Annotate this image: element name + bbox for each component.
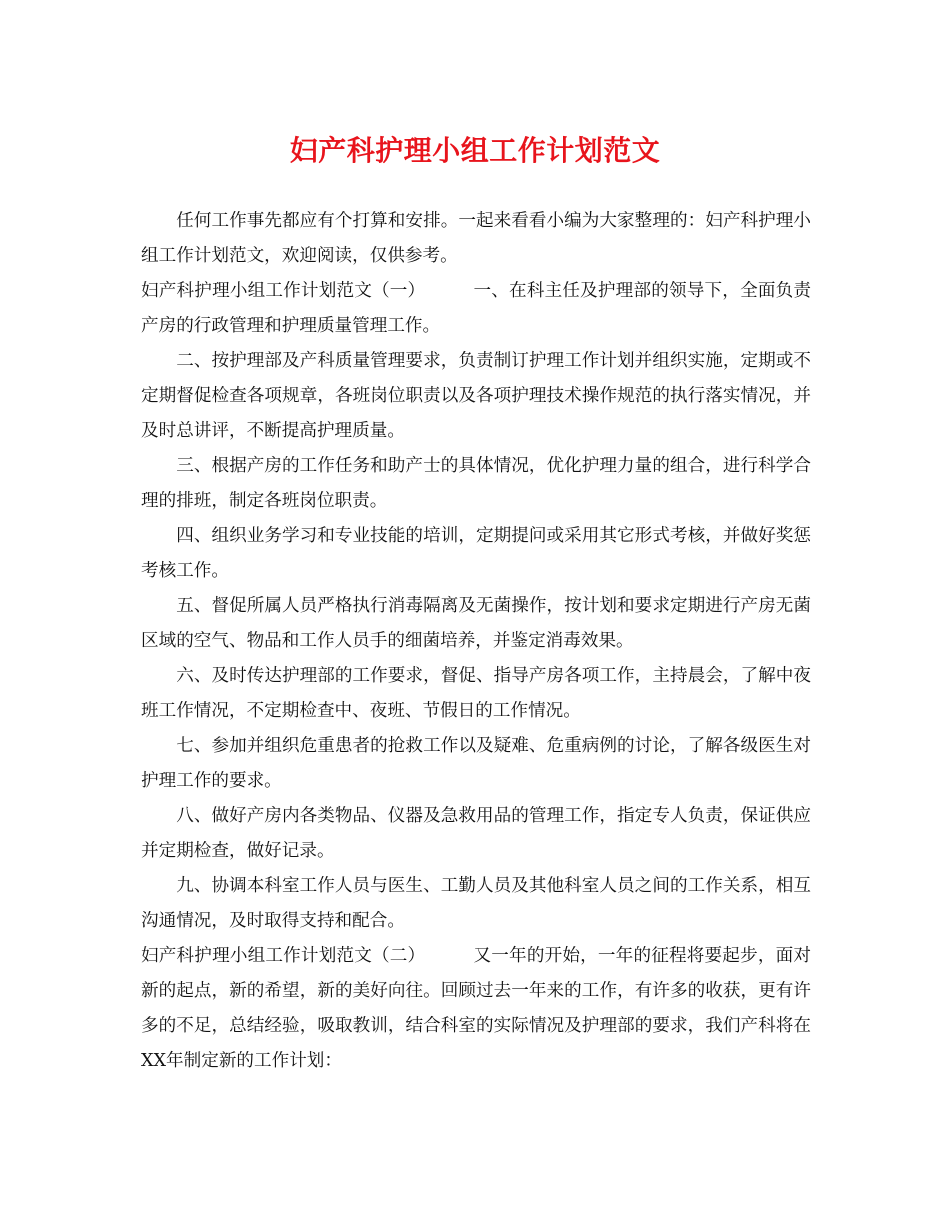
intro-paragraph: 任何工作事先都应有个打算和安排。一起来看看小编为大家整理的：妇产科护理小组工作计划范文，欢迎阅读，仅供参考。 xyxy=(141,211,811,266)
section1-paragraph xyxy=(141,274,811,344)
list-item: 九、协调本科室工作人员与医生、工勤人员及其他科室人员之间的工作关系，相互沟通情况，及时取得支持和配合。 xyxy=(141,876,811,931)
list-item: 八、做好产房内各类物品、仪器及急救用品的管理工作，指定专人负责，保证供应并定期检查，做好记录。 xyxy=(141,806,811,861)
section2-heading: 妇产科护理小组工作计划范文（二） xyxy=(141,946,426,966)
section2-text: 又一年的开始，一年的征程将要起步，面对新的起点，新的希望，新的美好向往。回顾过去一年来的工作，有许多的收获，更有许多的不足，总结经验，吸取教训，结合科室的实际情况及护理部的要求，我们产科将在XX年制定新的工作计划： xyxy=(141,946,811,1071)
list-item: 六、及时传达护理部的工作要求，督促、指导产房各项工作，主持晨会，了解中夜班工作情况，不定期检查中、夜班、节假日的工作情况。 xyxy=(141,666,811,721)
list-item: 五、督促所属人员严格执行消毒隔离及无菌操作，按计划和要求定期进行产房无菌区域的空气、物品和工作人员手的细菌培养，并鉴定消毒效果。 xyxy=(141,596,811,651)
list-item: 七、参加并组织危重患者的抢救工作以及疑难、危重病例的讨论，了解各级医生对护理工作的要求。 xyxy=(141,736,811,791)
list-item: 三、根据产房的工作任务和助产士的具体情况，优化护理力量的组合，进行科学合理的排班，制定各班岗位职责。 xyxy=(141,456,811,511)
section2-paragraph xyxy=(141,939,811,1079)
document-body xyxy=(141,204,811,1079)
section1-item1: 一、在科主任及护理部的领导下，全面负责产房的行政管理和护理质量管理工作。 xyxy=(141,281,811,336)
section1-heading: 妇产科护理小组工作计划范文（一） xyxy=(141,281,426,301)
document-title: 妇产科护理小组工作计划范文 xyxy=(289,134,661,167)
list-item: 二、按护理部及产科质量管理要求，负责制订护理工作计划并组织实施，定期或不定期督促检查各项规章，各班岗位职责以及各项护理技术操作规范的执行落实情况，并及时总讲评，不断提高护理质量。 xyxy=(141,351,811,441)
list-item: 四、组织业务学习和专业技能的培训，定期提问或采用其它形式考核，并做好奖惩考核工作。 xyxy=(141,526,811,581)
